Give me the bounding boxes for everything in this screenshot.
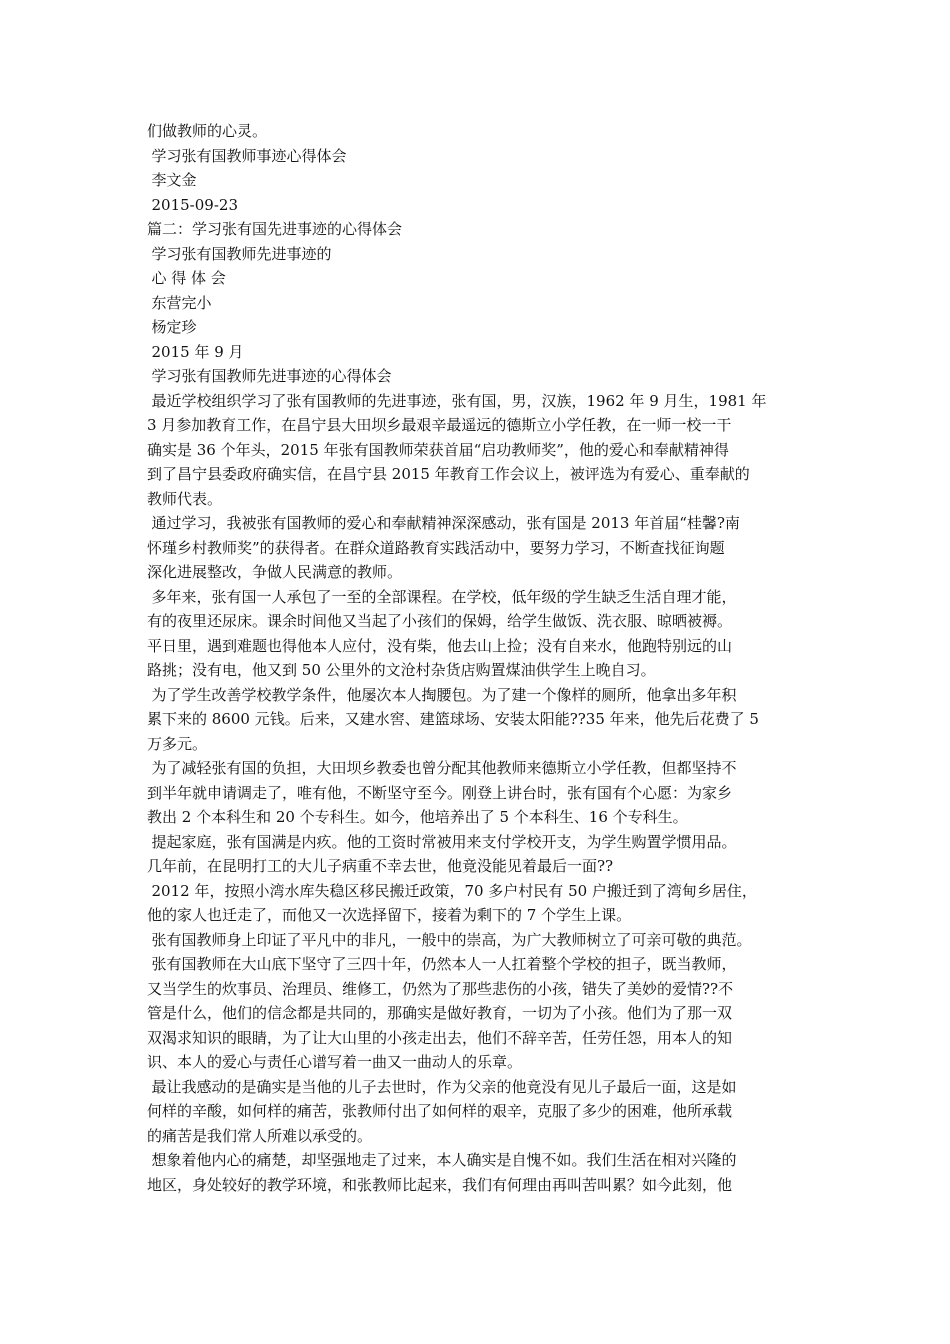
body-paragraph [147, 683, 807, 757]
paragraph-line: 通过学习，我被张有国教师的爱心和奉献精神深深感动，张有国是 2013 年首届“桂馨?南 [151, 514, 740, 532]
header-line: 学习张有国教师事迹心得体会 [151, 146, 347, 165]
paragraph-line: 万多元。 [147, 734, 208, 753]
header-line: 学习张有国教师先进事迹的心得体会 [151, 367, 392, 385]
paragraph-line: 有的夜里还尿床。课余时间他又当起了小孩们的保姆，给学生做饭、洗衣服、晾晒被褥。 [147, 612, 733, 630]
paragraph-line: 几年前，在昆明打工的大儿子病重不幸去世，他竟没能见着最后一面?? [147, 857, 614, 875]
header-line: 篇二：学习张有国先进事迹的心得体会 [147, 220, 403, 238]
header-line: 心 得 体 会 [151, 269, 226, 287]
header-line: 杨定珍 [151, 318, 197, 336]
paragraph-line: 提起家庭，张有国满是内疚。他的工资时常被用来支付学校开支，为学生购置学惯用品。 [151, 832, 737, 851]
body-paragraph [147, 585, 807, 683]
paragraph-line: 张有国教师身上印证了平凡中的非凡，一般中的崇高，为广大教师树立了可亲可敬的典范。 [151, 930, 752, 949]
paragraph-line: 为了学生改善学校教学条件，他屡次本人掏腰包。为了建一个像样的厕所，他拿出多年积 [151, 685, 737, 704]
paragraph-line: 识、本人的爱心与责任心谱写着一曲又一曲动人的乐章。 [147, 1053, 523, 1071]
paragraph-line: 双渴求知识的眼睛，为了让大山里的小孩走出去，他们不辞辛苦，任劳任怨，用本人的知 [147, 1028, 733, 1047]
paragraph-line: 地区，身处较好的教学环境，和张教师比起来，我们有何理由再叫苦叫累？如今此刻，他 [147, 1175, 733, 1194]
paragraph-line: 2012 年，按照小湾水库失稳区移民搬迁政策，70 多户村民有 50 户搬迁到了湾甸乡居住， [151, 881, 757, 900]
paragraph-line: 多年来，张有国一人承包了一至的全部课程。在学校，低年级的学生缺乏生活自理才能， [151, 587, 737, 606]
body-paragraph [147, 756, 807, 830]
paragraph-line: 平日里，遇到难题也得他本人应付，没有柴，他去山上捡；没有自来水，他跑特别远的山 [147, 636, 733, 655]
document-page [147, 119, 807, 1197]
body-paragraph [147, 1075, 807, 1149]
paragraph-line: 深化进展整改，争做人民满意的教师。 [147, 563, 403, 581]
paragraph-line: 到了昌宁县委政府确实信，在昌宁县 2015 年教育工作会议上，被评选为有爱心、重奉献的 [147, 465, 750, 483]
paragraph-line: 确实是 36 个年头，2015 年张有国教师荣获首届“启功教师奖”，他的爱心和奉献精神得 [147, 440, 729, 459]
paragraph-line: 又当学生的炊事员、治理员、维修工，仍然为了那些悲伤的小孩，错失了美妙的爱情??不 [147, 979, 734, 998]
paragraph-line: 累下来的 8600 元钱。后来，又建水窖、建篮球场、安装太阳能??35 年来，他先后花费了 5 [147, 710, 759, 728]
paragraph-line: 想象着他内心的痛楚，却坚强地走了过来，本人确实是自愧不如。我们生活在相对兴隆的 [151, 1151, 737, 1169]
paragraph-line: 最让我感动的是确实是当他的儿子去世时，作为父亲的他竟没有见儿子最后一面，这是如 [151, 1077, 737, 1096]
body-paragraph [147, 511, 807, 585]
paragraph-line: 管是什么，他们的信念都是共同的，那确实是做好教育，一切为了小孩。他们为了那一双 [147, 1004, 733, 1022]
header-line: 们做教师的心灵。 [147, 122, 268, 140]
body-paragraph [147, 928, 807, 953]
paragraph-line: 教师代表。 [147, 489, 223, 508]
paragraph-line: 何样的辛酸，如何样的痛苦，张教师付出了如何样的艰辛，克服了多少的困难，他所承载 [147, 1102, 733, 1120]
body-paragraph [147, 389, 807, 512]
paragraph-line: 教出 2 个本科生和 20 个专科生。如今，他培养出了 5 个本科生、16 个专科生。 [147, 808, 688, 826]
paragraph-line: 到半年就申请调走了，唯有他，不断坚守至今。刚登上讲台时，张有国有个心愿：为家乡 [147, 783, 733, 802]
paragraph-line: 怀瑾乡村教师奖”的获得者。在群众道路教育实践活动中，要努力学习，不断查找征询题 [147, 538, 725, 557]
body-paragraph [147, 1148, 807, 1197]
body-paragraph [147, 879, 807, 928]
paragraph-line: 路挑；没有电，他又到 50 公里外的文沧村杂货店购置煤油供学生上晚自习。 [147, 661, 656, 679]
body-paragraph [147, 830, 807, 879]
body-paragraph [147, 952, 807, 1075]
paragraph-line: 3 月参加教育工作，在昌宁县大田坝乡最艰辛最遥远的德斯立小学任教，在一师一校一干 [147, 416, 732, 434]
paragraph-line: 他的家人也迁走了，而他又一次选择留下，接着为剩下的 7 个学生上课。 [147, 906, 632, 924]
body-block [147, 389, 807, 1198]
header-line: 2015 年 9 月 [151, 342, 244, 361]
header-line: 李文金 [151, 171, 197, 189]
header-block [147, 119, 807, 389]
paragraph-line: 张有国教师在大山底下坚守了三四十年，仍然本人一人扛着整个学校的担子，既当教师， [151, 955, 737, 973]
header-line: 学习张有国教师先进事迹的 [151, 244, 332, 263]
header-line: 2015-09-23 [151, 195, 238, 214]
header-line: 东营完小 [151, 293, 212, 312]
paragraph-line: 的痛苦是我们常人所难以承受的。 [147, 1126, 373, 1145]
paragraph-line: 为了减轻张有国的负担，大田坝乡教委也曾分配其他教师来德斯立小学任教，但都坚持不 [151, 759, 737, 777]
paragraph-line: 最近学校组织学习了张有国教师的先进事迹，张有国，男，汉族，1962 年 9 月生，1981 年 [151, 391, 767, 410]
